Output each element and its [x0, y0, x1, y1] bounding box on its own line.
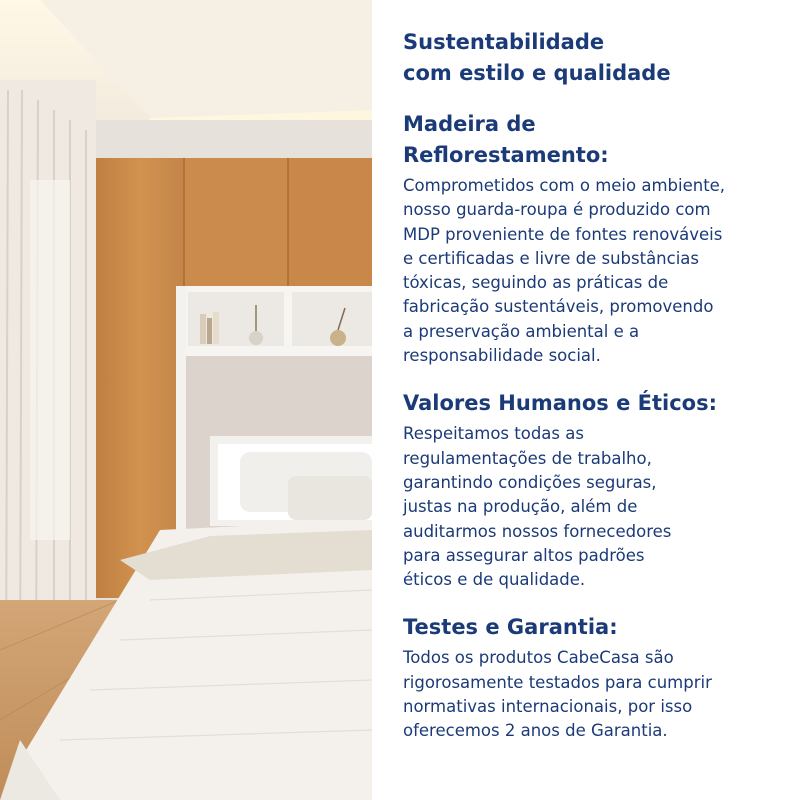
section-tests-warranty: [403, 612, 793, 743]
section-title: Valores Humanos e Éticos:: [403, 391, 717, 416]
headline: Sustentabilidade com estilo e qualidade: [403, 30, 671, 85]
section-body: Todos os produtos CabeCasa são rigorosamente testados para cumprir normativas internacionais, por isso oferecemos 2 anos de Garantia.: [403, 648, 712, 741]
bedroom-photo: [0, 0, 372, 800]
section-title: Madeira de Reflorestamento:: [403, 112, 609, 167]
section-title: Testes e Garantia:: [403, 615, 618, 640]
section-body: Respeitamos todas as regulamentações de trabalho, garantindo condições seguras, justas na produção, além de auditarmos nossos fornecedores para assegurar altos padrões éticos e de qualidade.: [403, 424, 672, 590]
section-human-values: [403, 388, 793, 592]
text-panel: [403, 27, 793, 744]
section-reforestation: [403, 109, 793, 368]
section-body: Comprometidos com o meio ambiente, nosso guarda-roupa é produzido com MDP proveniente de fontes renováveis e certificadas e livre de substâncias tóxicas, seguindo as práticas de fabricação sustentáveis, promovendo a preservação ambiental e a responsabilidade social.: [403, 176, 726, 366]
